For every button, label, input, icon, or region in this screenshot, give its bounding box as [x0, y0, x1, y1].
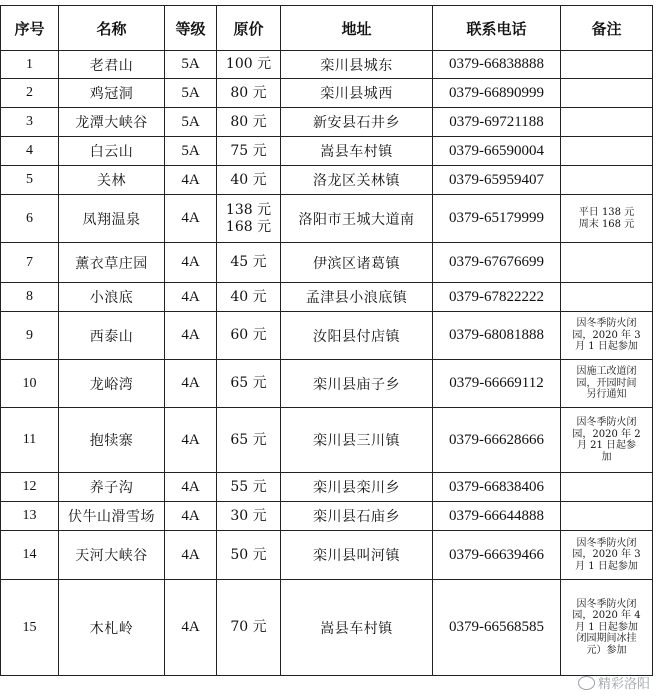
price-line: 80 元 — [230, 84, 267, 101]
cell-price — [217, 195, 281, 243]
cell-name: 伏牛山滑雪场 — [59, 502, 165, 531]
cell-address: 栾川县石庙乡 — [281, 502, 433, 531]
price-line: 45 元 — [230, 254, 267, 270]
cell-seq: 14 — [1, 531, 59, 580]
table-row — [1, 312, 653, 360]
cell-note — [561, 51, 653, 79]
cell-grade: 4A — [165, 531, 217, 580]
cell-seq: 4 — [1, 137, 59, 166]
cell-note: 因冬季防火闭 园，2020 年 3 月 1 日起参加 — [561, 312, 653, 360]
price-line: 168 元 — [225, 218, 272, 235]
cell-grade: 4A — [165, 243, 217, 283]
header-row — [1, 6, 653, 51]
cell-name: 凤翔温泉 — [59, 195, 165, 243]
cell-note — [561, 502, 653, 531]
table-row — [1, 51, 653, 79]
cell-address: 新安县石井乡 — [281, 108, 433, 137]
cell-price — [217, 408, 281, 473]
cell-note: 因冬季防火闭 园，2020 年 2 月 21 日起参 加 — [561, 408, 653, 473]
cell-price — [217, 137, 281, 166]
price-line: 138 元 — [225, 201, 272, 218]
cell-seq: 2 — [1, 79, 59, 108]
table-row — [1, 243, 653, 283]
cell-grade: 4A — [165, 502, 217, 531]
cell-phone: 0379-66628666 — [433, 408, 561, 473]
table-row — [1, 79, 653, 108]
cell-grade: 4A — [165, 312, 217, 360]
cell-address: 栾川县城西 — [281, 79, 433, 108]
header-seq: 序号 — [1, 6, 59, 51]
cell-phone: 0379-66890999 — [433, 79, 561, 108]
cell-address: 伊滨区诸葛镇 — [281, 243, 433, 283]
cell-seq: 12 — [1, 473, 59, 502]
header-note: 备注 — [561, 6, 653, 51]
table-row — [1, 137, 653, 166]
cell-address: 洛阳市王城大道南 — [281, 195, 433, 243]
price-line: 70 元 — [230, 619, 267, 635]
watermark — [578, 673, 650, 692]
cell-grade: 4A — [165, 408, 217, 473]
price-line: 60 元 — [230, 327, 267, 343]
header-name: 名称 — [59, 6, 165, 51]
price-line: 65 元 — [230, 375, 267, 391]
cell-price — [217, 79, 281, 108]
cell-address: 栾川县城东 — [281, 51, 433, 79]
cell-grade: 4A — [165, 473, 217, 502]
cell-name: 天河大峡谷 — [59, 531, 165, 580]
cell-price — [217, 473, 281, 502]
cell-name: 龙潭大峡谷 — [59, 108, 165, 137]
cell-note: 因施工改道闭 园，开园时间 另行通知 — [561, 360, 653, 408]
cell-price — [217, 360, 281, 408]
cell-address: 栾川县庙子乡 — [281, 360, 433, 408]
price-line: 80 元 — [230, 113, 267, 130]
header-address: 地址 — [281, 6, 433, 51]
cell-phone: 0379-67822222 — [433, 283, 561, 312]
cell-seq: 15 — [1, 580, 59, 676]
cell-price — [217, 283, 281, 312]
price-line: 75 元 — [230, 142, 267, 159]
cell-note — [561, 283, 653, 312]
cell-address: 栾川县叫河镇 — [281, 531, 433, 580]
cell-address: 嵩县车村镇 — [281, 580, 433, 676]
cell-name: 抱犊寨 — [59, 408, 165, 473]
cell-name: 薰衣草庄园 — [59, 243, 165, 283]
table-body — [1, 51, 653, 676]
cell-name: 关林 — [59, 166, 165, 195]
header-phone: 联系电话 — [433, 6, 561, 51]
cell-name: 龙峪湾 — [59, 360, 165, 408]
table-row — [1, 580, 653, 676]
cell-phone: 0379-66669112 — [433, 360, 561, 408]
table-row — [1, 502, 653, 531]
cell-note: 因冬季防火闭 园，2020 年 3 月 1 日起参加 — [561, 531, 653, 580]
table-row — [1, 473, 653, 502]
watermark-text: 精彩洛阳 — [597, 677, 650, 692]
cell-phone: 0379-67676699 — [433, 243, 561, 283]
table-row — [1, 360, 653, 408]
price-line: 40 元 — [230, 288, 267, 305]
cell-grade: 5A — [165, 108, 217, 137]
cell-price — [217, 502, 281, 531]
cell-seq: 5 — [1, 166, 59, 195]
cell-grade: 4A — [165, 580, 217, 676]
cell-phone: 0379-66568585 — [433, 580, 561, 676]
cell-note — [561, 243, 653, 283]
table-row — [1, 283, 653, 312]
cell-price — [217, 312, 281, 360]
cell-phone: 0379-65179999 — [433, 195, 561, 243]
cell-seq: 3 — [1, 108, 59, 137]
table-row — [1, 108, 653, 137]
scenic-spots-table — [0, 5, 653, 676]
cell-name: 西泰山 — [59, 312, 165, 360]
cell-phone: 0379-66590004 — [433, 137, 561, 166]
cell-price — [217, 166, 281, 195]
cell-seq: 13 — [1, 502, 59, 531]
cell-note: 平日 138 元 周末 168 元 — [561, 195, 653, 243]
wechat-icon — [578, 676, 595, 690]
cell-grade: 4A — [165, 166, 217, 195]
price-line: 65 元 — [230, 431, 267, 448]
cell-price — [217, 531, 281, 580]
cell-phone: 0379-66838888 — [433, 51, 561, 79]
cell-price — [217, 108, 281, 137]
cell-name: 白云山 — [59, 137, 165, 166]
table-row — [1, 408, 653, 473]
price-line: 30 元 — [230, 507, 267, 524]
cell-grade: 4A — [165, 283, 217, 312]
table-row — [1, 531, 653, 580]
cell-note — [561, 108, 653, 137]
cell-phone: 0379-68081888 — [433, 312, 561, 360]
price-line: 55 元 — [230, 478, 267, 495]
table-row — [1, 195, 653, 243]
cell-name: 木札岭 — [59, 580, 165, 676]
cell-address: 汝阳县付店镇 — [281, 312, 433, 360]
cell-grade: 4A — [165, 360, 217, 408]
cell-price — [217, 243, 281, 283]
header-price: 原价 — [217, 6, 281, 51]
cell-address: 洛龙区关林镇 — [281, 166, 433, 195]
cell-name: 小浪底 — [59, 283, 165, 312]
cell-grade: 5A — [165, 79, 217, 108]
cell-address: 嵩县车村镇 — [281, 137, 433, 166]
table-row — [1, 166, 653, 195]
cell-grade: 4A — [165, 195, 217, 243]
cell-price — [217, 51, 281, 79]
cell-address: 孟津县小浪底镇 — [281, 283, 433, 312]
cell-phone: 0379-65959407 — [433, 166, 561, 195]
cell-seq: 10 — [1, 360, 59, 408]
cell-phone: 0379-69721188 — [433, 108, 561, 137]
cell-seq: 7 — [1, 243, 59, 283]
cell-grade: 5A — [165, 51, 217, 79]
cell-phone: 0379-66639466 — [433, 531, 561, 580]
cell-name: 鸡冠洞 — [59, 79, 165, 108]
cell-phone: 0379-66644888 — [433, 502, 561, 531]
price-line: 100 元 — [225, 56, 272, 72]
cell-seq: 1 — [1, 51, 59, 79]
cell-address: 栾川县三川镇 — [281, 408, 433, 473]
price-line: 40 元 — [230, 171, 267, 188]
cell-phone: 0379-66838406 — [433, 473, 561, 502]
cell-name: 老君山 — [59, 51, 165, 79]
cell-note — [561, 79, 653, 108]
cell-price — [217, 580, 281, 676]
cell-note — [561, 473, 653, 502]
cell-note — [561, 137, 653, 166]
cell-seq: 9 — [1, 312, 59, 360]
price-line: 50 元 — [230, 546, 267, 563]
cell-address: 栾川县栾川乡 — [281, 473, 433, 502]
cell-grade: 5A — [165, 137, 217, 166]
cell-note — [561, 166, 653, 195]
cell-name: 养子沟 — [59, 473, 165, 502]
cell-seq: 8 — [1, 283, 59, 312]
cell-seq: 6 — [1, 195, 59, 243]
header-grade: 等级 — [165, 6, 217, 51]
cell-note: 因冬季防火闭 园，2020 年 4 月 1 日起参加 闭园期间冰挂 元）参加 — [561, 580, 653, 676]
cell-seq: 11 — [1, 408, 59, 473]
